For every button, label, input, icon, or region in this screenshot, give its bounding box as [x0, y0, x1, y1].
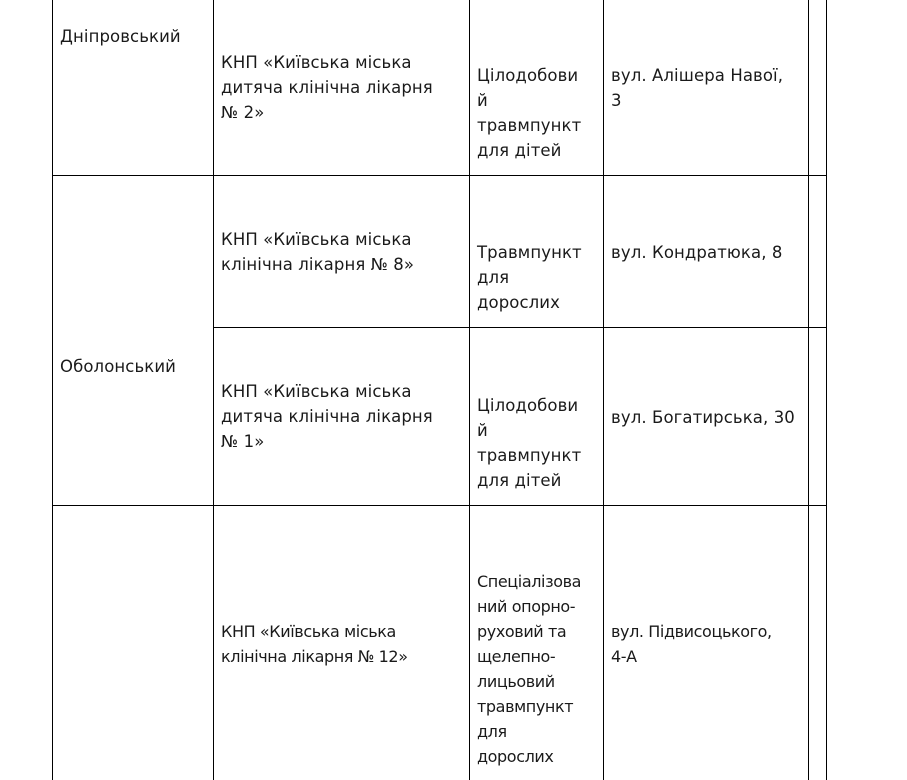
institution-line: дитяча клінічна лікарня [221, 407, 433, 426]
type-line: дорослих [477, 747, 554, 766]
type-line: дорослих [477, 293, 560, 312]
district-name: Дніпровський [60, 27, 181, 46]
district-cell [60, 354, 176, 379]
institution-line: дитяча клінічна лікарня [221, 78, 433, 97]
address-cell [611, 619, 772, 669]
institution-line: КНП «Київська міська [221, 53, 412, 72]
institution-line: КНП «Київська міська [221, 230, 412, 249]
type-line: Цілодобови [477, 66, 579, 85]
institution-cell [221, 619, 408, 669]
type-line: для дітей [477, 471, 562, 490]
column-divider-2 [469, 0, 470, 780]
column-divider-3 [603, 0, 604, 780]
address-line: 3 [611, 91, 622, 110]
type-line: й [477, 421, 488, 440]
type-cell [477, 569, 581, 769]
type-line: Травмпункт [477, 243, 582, 262]
type-cell [477, 63, 581, 163]
address-line: вул. Богатирська, 30 [611, 408, 795, 427]
institution-line: КНП «Київська міська [221, 382, 412, 401]
table-border-right [826, 0, 827, 780]
row-divider-2 [213, 327, 827, 328]
address-cell [611, 63, 783, 113]
type-line: Спеціалізова [477, 572, 582, 591]
institution-cell [221, 50, 433, 125]
type-cell [477, 240, 582, 315]
type-line: травмпункт [477, 697, 574, 716]
table-border-left [52, 0, 53, 780]
column-divider-4 [808, 0, 809, 780]
row-divider-3 [52, 505, 827, 506]
district-name: Оболонський [60, 357, 176, 376]
institution-line: № 2» [221, 103, 265, 122]
row-divider-1 [52, 175, 827, 176]
address-cell [611, 405, 795, 430]
type-line: для дітей [477, 141, 562, 160]
address-line: вул. Кондратюка, 8 [611, 243, 783, 262]
address-line: вул. Алішера Навої, [611, 66, 784, 85]
institution-line: клінічна лікарня № 8» [221, 255, 415, 274]
type-line: Цілодобови [477, 396, 579, 415]
address-line: 4-А [611, 647, 637, 666]
type-line: щелепно- [477, 647, 556, 666]
district-cell [60, 24, 181, 49]
institution-cell [221, 227, 414, 277]
type-line: й [477, 91, 488, 110]
institution-cell [221, 379, 433, 454]
address-cell [611, 240, 782, 265]
type-line: ний опорно- [477, 597, 576, 616]
type-line: травмпункт [477, 446, 582, 465]
column-divider-1 [213, 0, 214, 780]
type-line: травмпункт [477, 116, 582, 135]
type-cell [477, 393, 581, 493]
institution-line: № 1» [221, 432, 265, 451]
address-line: вул. Підвисоцького, [611, 622, 772, 641]
type-line: руховий та [477, 622, 567, 641]
type-line: лицьовий [477, 672, 555, 691]
institution-line: КНП «Київська міська [221, 622, 396, 641]
institution-line: клінічна лікарня № 12» [221, 647, 408, 666]
type-line: для [477, 722, 507, 741]
type-line: для [477, 268, 510, 287]
